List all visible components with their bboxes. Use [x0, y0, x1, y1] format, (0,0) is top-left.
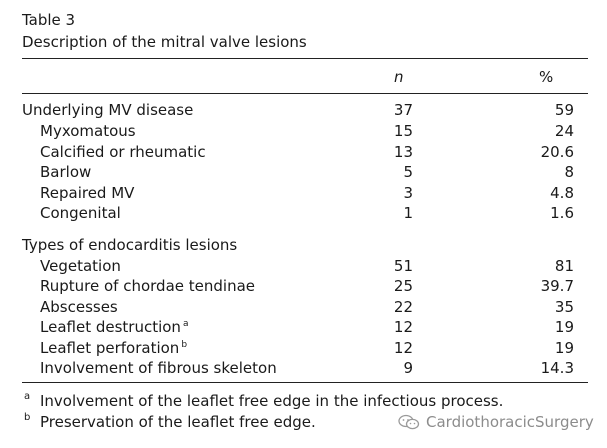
cell-percent: 4.8	[550, 184, 574, 202]
cell-n: 37	[393, 101, 413, 119]
row-label: Congenital	[40, 204, 121, 222]
header-n: n	[394, 68, 404, 86]
cell-percent: 19	[554, 318, 574, 336]
cell-percent: 20.6	[540, 143, 574, 161]
cell-percent: 1.6	[550, 204, 574, 222]
footnote-ref-a: a	[182, 319, 189, 329]
row-label: Myxomatous	[40, 122, 136, 140]
footnote-text: Preservation of the leaflet free edge.	[40, 413, 316, 431]
footnote-b	[24, 412, 316, 432]
footnote-text: Involvement of the leaflet free edge in the infectious process.	[40, 392, 504, 410]
row-label: Abscesses	[40, 298, 118, 316]
cell-n: 12	[393, 339, 413, 357]
table-row	[0, 276, 607, 296]
table-row	[0, 256, 607, 276]
row-label: Repaired MV	[40, 184, 135, 202]
footnote-mark: a	[24, 391, 31, 402]
cell-percent: 81	[554, 257, 574, 275]
row-label-text: Leaflet perforation	[40, 339, 180, 357]
cell-percent: 39.7	[540, 277, 574, 295]
top-rule	[22, 58, 588, 59]
cell-percent: 19	[554, 339, 574, 357]
section-row-underlying-mv-disease	[0, 100, 607, 120]
table-row	[0, 162, 607, 182]
cell-n: 15	[393, 122, 413, 140]
cell-n: 13	[393, 143, 413, 161]
table-row	[0, 121, 607, 141]
section-label: Types of endocarditis lesions	[22, 236, 238, 254]
row-label: Barlow	[40, 163, 92, 181]
row-label-text: Leaflet destruction	[40, 318, 181, 336]
row-label: Vegetation	[40, 257, 121, 275]
table-subtitle: Description of the mitral valve lesions	[22, 33, 307, 51]
table-row	[0, 203, 607, 223]
bottom-rule	[22, 382, 588, 383]
table-row	[0, 183, 607, 203]
section-row-endocarditis-lesions	[0, 235, 607, 255]
cell-percent: 24	[554, 122, 574, 140]
row-label: Rupture of chordae tendinae	[40, 277, 256, 295]
table-row	[0, 297, 607, 317]
row-label: Involvement of fibrous skeleton	[40, 359, 277, 377]
row-label	[40, 338, 187, 358]
cell-n: 22	[393, 298, 413, 316]
cell-n: 9	[403, 359, 413, 377]
header-percent: %	[539, 68, 554, 86]
cell-n: 51	[393, 257, 413, 275]
watermark-text: CardiothoracicSurgery	[426, 413, 594, 431]
table-row	[0, 317, 607, 337]
footnote-ref-b: b	[181, 340, 188, 350]
cell-percent: 59	[554, 101, 574, 119]
row-label	[40, 317, 188, 337]
cell-percent: 14.3	[540, 359, 574, 377]
cell-percent: 8	[564, 163, 574, 181]
table-row	[0, 358, 607, 378]
cell-n: 12	[393, 318, 413, 336]
table-row	[0, 338, 607, 358]
row-label: Calcified or rheumatic	[40, 143, 206, 161]
cell-n: 5	[403, 163, 413, 181]
cell-n: 25	[393, 277, 413, 295]
cell-percent: 35	[554, 298, 574, 316]
table-title: Table 3	[22, 11, 76, 29]
watermark	[398, 412, 594, 432]
cell-n: 3	[403, 184, 413, 202]
footnote-a	[24, 391, 504, 411]
cell-n: 1	[403, 204, 413, 222]
footnote-mark: b	[24, 412, 31, 423]
wechat-icon	[398, 414, 420, 430]
table-row	[0, 142, 607, 162]
section-label: Underlying MV disease	[22, 101, 194, 119]
header-rule	[22, 93, 588, 94]
